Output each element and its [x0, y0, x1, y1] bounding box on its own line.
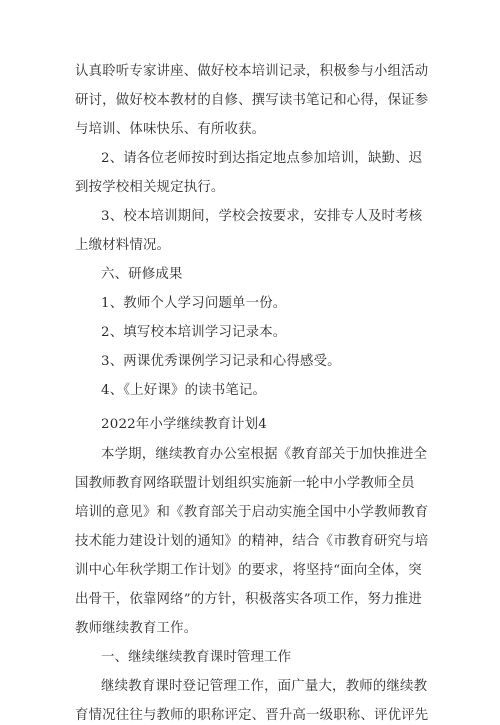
paragraph-line: 技术能力建设计划的通知》的精神，结合《市教育研究与培	[75, 534, 429, 549]
list-item: 4、《上好课》的读书笔记。	[101, 383, 267, 398]
paragraph-line: 训中心年秋学期工作计划》的要求，将坚持“面向全体，突	[75, 563, 422, 578]
paragraph-line: 本学期，继续教育办公室根据《教育部关于加快推进全	[101, 447, 428, 462]
section-heading: 六、研修成果	[101, 267, 183, 282]
section-heading: 一、继续继续教育课时管理工作	[101, 650, 292, 665]
list-item: 2、请各位老师按时到达指定地点参加培训，缺勤、迟	[101, 151, 423, 166]
paragraph-line: 到按学校相关规定执行。	[75, 180, 225, 195]
document-title: 2022年小学继续教育计划4	[101, 417, 267, 432]
list-item: 2、填写校本培训学习记录本。	[101, 325, 287, 340]
paragraph-line: 育情况往往与教师的职称评定、晋升高一级职称、评优评先	[75, 708, 429, 723]
paragraph-line: 上缴材料情况。	[75, 238, 171, 253]
paragraph-line: 教师继续教育工作。	[75, 621, 198, 636]
paragraph-line: 出骨干，依靠网络”的方针，积极落实各项工作，努力推进	[75, 592, 422, 607]
paragraph-line: 研讨，做好校本教材的自修、撰写读书笔记和心得，保证参	[75, 93, 429, 108]
list-item: 3、两课优秀课例学习记录和心得感受。	[101, 354, 341, 369]
list-item: 3、校本培训期间，学校会按要求，安排专人及时考核	[101, 209, 423, 224]
paragraph-line: 与培训、体味快乐、有所收获。	[75, 122, 266, 137]
list-item: 1、教师个人学习问题单一份。	[101, 296, 287, 311]
paragraph-line: 继续教育课时登记管理工作，面广量大，教师的继续教	[101, 679, 428, 694]
paragraph-line: 认真聆听专家讲座、做好校本培训记录，积极参与小组活动	[75, 64, 429, 79]
paragraph-line: 培训的意见》和《教育部关于启动实施全国中小学教师教育	[75, 505, 429, 520]
paragraph-line: 国教师教育网络联盟计划组织实施新一轮中小学教师全员	[75, 476, 415, 491]
